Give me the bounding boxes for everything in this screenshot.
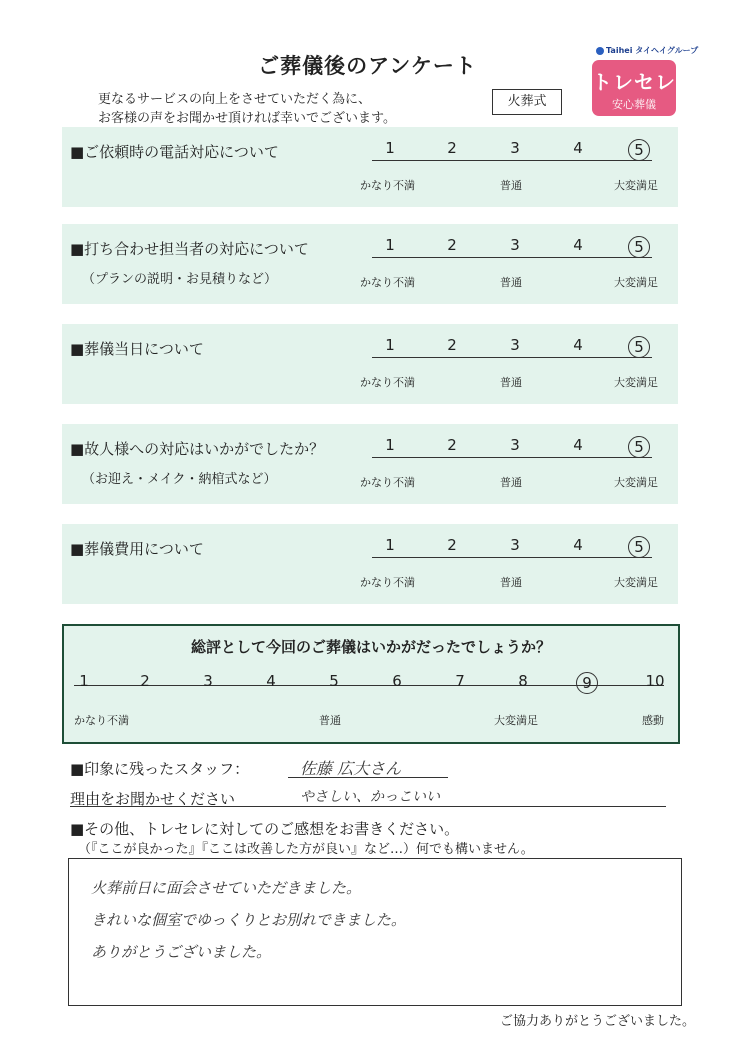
question-subtitle: （プランの説明・お見積りなど） xyxy=(82,272,278,287)
rating-option-selected[interactable]: 5 xyxy=(628,336,650,358)
comments-label: ■その他、トレセレに対してのご感想をお書きください。 xyxy=(70,820,460,838)
staff-label: ■印象に残ったスタッフ： xyxy=(70,760,250,778)
overall-label-top: 感動 xyxy=(642,714,664,727)
rating-option[interactable]: 3 xyxy=(510,139,520,157)
reason-label: 理由をお聞かせください xyxy=(70,790,236,808)
rating-option[interactable]: 1 xyxy=(385,336,395,354)
comments-note: （『ここが良かった』『ここは改善した方が良い』など…）何でも構いません。 xyxy=(78,842,534,857)
overall-option[interactable]: 5 xyxy=(329,672,339,690)
question-title: ■葬儀費用について xyxy=(70,540,204,558)
overall-option[interactable]: 4 xyxy=(266,672,276,690)
intro-line-1: 更なるサービスの向上をさせていただく為に、 xyxy=(98,92,372,107)
overall-label-high: 大変満足 xyxy=(494,714,538,727)
rating-option[interactable]: 3 xyxy=(510,336,520,354)
staff-underline xyxy=(288,777,448,778)
brand-logo xyxy=(592,60,676,116)
scale-label-mid: 普通 xyxy=(500,179,522,192)
rating-option[interactable]: 3 xyxy=(510,236,520,254)
scale-label-low: かなり不満 xyxy=(360,476,415,489)
comments-box[interactable] xyxy=(68,858,682,1006)
rating-option-selected[interactable]: 5 xyxy=(628,536,650,558)
rating-scale-line xyxy=(372,257,652,258)
scale-label-low: かなり不満 xyxy=(360,576,415,589)
rating-option[interactable]: 2 xyxy=(447,236,457,254)
rating-option[interactable]: 4 xyxy=(573,436,583,454)
reason-handwritten[interactable]: やさしい、かっこいい xyxy=(300,789,440,805)
overall-rating-box xyxy=(62,624,680,744)
overall-option[interactable]: 1 xyxy=(79,672,89,690)
overall-option[interactable]: 10 xyxy=(645,672,665,690)
staff-name-handwritten[interactable]: 佐藤 広大さん xyxy=(300,759,402,778)
rating-option[interactable]: 2 xyxy=(447,139,457,157)
rating-option-selected[interactable]: 5 xyxy=(628,139,650,161)
rating-option-selected[interactable]: 5 xyxy=(628,236,650,258)
intro-line-2: お客様の声をお聞かせ頂ければ幸いでございます。 xyxy=(98,111,396,126)
overall-option[interactable]: 2 xyxy=(140,672,150,690)
question-title: ■打ち合わせ担当者の対応について xyxy=(70,240,309,258)
scale-label-high: 大変満足 xyxy=(614,376,658,389)
group-logo-text: Taihei タイヘイグループ xyxy=(606,46,699,55)
comment-line-2: きれいな個室でゆっくりとお別れできました。 xyxy=(91,911,406,929)
scale-label-high: 大変満足 xyxy=(614,276,658,289)
rating-option[interactable]: 4 xyxy=(573,336,583,354)
rating-option[interactable]: 3 xyxy=(510,536,520,554)
scale-label-low: かなり不満 xyxy=(360,179,415,192)
rating-scale-line xyxy=(372,457,652,458)
rating-option[interactable]: 1 xyxy=(385,436,395,454)
comment-line-1: 火葬前日に面会させていただきました。 xyxy=(91,879,362,897)
rating-option[interactable]: 1 xyxy=(385,236,395,254)
rating-option[interactable]: 2 xyxy=(447,336,457,354)
overall-label-mid: 普通 xyxy=(319,714,341,727)
rating-scale-line xyxy=(372,160,652,161)
question-title: ■ご依頼時の電話対応について xyxy=(70,143,279,161)
question-subtitle: （お迎え・メイク・納棺式など） xyxy=(82,472,277,487)
rating-option[interactable]: 3 xyxy=(510,436,520,454)
overall-option[interactable]: 7 xyxy=(455,672,465,690)
rating-option[interactable]: 2 xyxy=(447,436,457,454)
question-title: ■葬儀当日について xyxy=(70,340,204,358)
overall-title: 総評として今回のご葬儀はいかがだったでしょうか？ xyxy=(190,638,551,656)
comment-line-3: ありがとうございました。 xyxy=(91,943,272,961)
overall-option[interactable]: 6 xyxy=(392,672,402,690)
brand-logo-main: トレセレ xyxy=(592,70,676,94)
scale-label-high: 大変満足 xyxy=(614,476,658,489)
scale-label-low: かなり不満 xyxy=(360,376,415,389)
scale-label-mid: 普通 xyxy=(500,576,522,589)
rating-option[interactable]: 4 xyxy=(573,139,583,157)
rating-scale-line xyxy=(372,357,652,358)
overall-option-selected[interactable]: 9 xyxy=(576,672,598,694)
rating-option[interactable]: 1 xyxy=(385,139,395,157)
rating-scale-line xyxy=(372,557,652,558)
scale-label-mid: 普通 xyxy=(500,476,522,489)
ceremony-type-box: 火葬式 xyxy=(492,89,562,115)
scale-label-mid: 普通 xyxy=(500,376,522,389)
overall-label-low: かなり不満 xyxy=(74,714,129,727)
thanks-text: ご協力ありがとうございました。 xyxy=(499,1014,695,1029)
scale-label-high: 大変満足 xyxy=(614,179,658,192)
survey-title: ご葬儀後のアンケート xyxy=(258,54,477,78)
scale-label-mid: 普通 xyxy=(500,276,522,289)
overall-option[interactable]: 3 xyxy=(203,672,213,690)
rating-option[interactable]: 4 xyxy=(573,236,583,254)
reason-underline xyxy=(70,806,666,807)
question-title: ■故人様への対応はいかがでしたか？ xyxy=(70,440,325,458)
rating-option-selected[interactable]: 5 xyxy=(628,436,650,458)
group-logo xyxy=(596,45,698,56)
brand-logo-sub: 安心葬儀 xyxy=(612,98,656,111)
intro-text xyxy=(98,90,498,128)
rating-option[interactable]: 2 xyxy=(447,536,457,554)
scale-label-low: かなり不満 xyxy=(360,276,415,289)
group-logo-icon xyxy=(596,47,604,55)
overall-option[interactable]: 8 xyxy=(518,672,528,690)
rating-option[interactable]: 1 xyxy=(385,536,395,554)
rating-option[interactable]: 4 xyxy=(573,536,583,554)
scale-label-high: 大変満足 xyxy=(614,576,658,589)
